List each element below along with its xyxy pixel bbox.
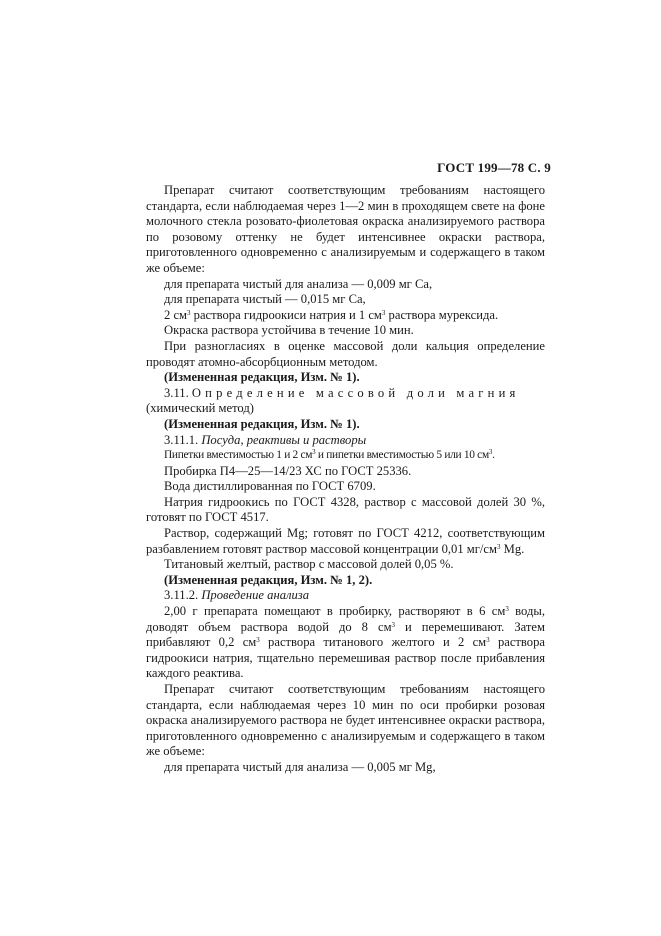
paragraph-ca-pure-grade: для препарата чистый — 0,015 мг Ca, [164,292,366,307]
paragraph-revision-note-2: (Измененная редакция, Изм. № 1). [164,416,360,431]
paragraph-revision-note-1: (Измененная редакция, Изм. № 1). [164,370,360,385]
paragraph-distilled-water: Вода дистиллированная по ГОСТ 6709. [164,479,376,494]
paragraph-pipettes: Пипетки вместимостью 1 и 2 $см^3$ и пипетки вместимостью 5 или 10 $см^3$. [164,448,495,462]
paragraph-mg-solution: Раствор, содержащий Mg; готовят по ГОСТ 4212, соответствующим разбавлением готовят раствор массовой концентрации 0,01 $мг/см^3$ Mg. [146,526,545,556]
page-header: ГОСТ 199—78 С. 9 [437,160,551,175]
paragraph-reagent-volumes: 2 $см^3$ раствора гидроокиси натрия и 1 $см^3$ раствора мурексида. [164,307,499,322]
paragraph-requirement-magnesium: Препарат считают соответствующим требованиям настоящего стандарта, если наблюдаемая через 10 мин по оси пробирки розовая окраска анализируемого раствора не будет интенсивнее окраски раствора, приготовленного одновременно с анализируемым и содержащего в таком же объеме: [146,682,545,759]
section-heading-3-11: 3.11. Определение массовой доли магния [164,385,520,400]
paragraph-revision-note-3: (Измененная редакция, Изм. № 1, 2). [164,572,373,587]
paragraph-sodium-hydroxide: Натрия гидроокись по ГОСТ 4328, раствор с массовой долей 30 %, готовят по ГОСТ 4517. [146,494,545,525]
paragraph-procedure: 2,00 г препарата помещают в пробирку, растворяют в 6 $см^3$ воды, доводят объем раствора водой до 8 $см^3$ и перемешивают. Затем прибавляют 0,2 $см^3$ раствора титанового желтого и 2 $см^3$ раствора гидроокиси натрия, тщательно перемешивая раствор после прибавления каждого реактива. [146,604,545,681]
paragraph-titan-yellow: Титановый желтый, раствор с массовой долей 0,05 %. [164,557,454,572]
paragraph-dispute-method: При разногласиях в оценке массовой доли кальция определение проводят атомно-абсорбционным методом. [146,338,545,369]
section-heading-3-11-1: 3.11.1. Посуда, реактивы и растворы [164,432,367,447]
paragraph-requirement-calcium: Препарат считают соответствующим требованиям настоящего стандарта, если наблюдаемая через 1—2 мин в проходящем свете на фоне молочного стекла розовато-фиолетовая окраска анализируемого раствора по розовому оттенку не будет интенсивнее окраски раствора, приготовленного одновременно с анализируемым и содержащего в таком же объеме: [146,183,545,275]
document-body [146,183,545,776]
paragraph-ca-analysis-grade: для препарата чистый для анализа — 0,009 мг Ca, [164,276,433,291]
paragraph-test-tube: Пробирка П4—25—14/23 ХС по ГОСТ 25336. [164,463,412,478]
paragraph-mg-analysis-grade: для препарата чистый для анализа — 0,005 мг Mg, [164,759,436,774]
section-heading-3-11-2: 3.11.2. Проведение анализа [164,588,309,603]
section-heading-3-11-subtitle: (химический метод) [146,401,254,416]
paragraph-color-stability: Окраска раствора устойчива в течение 10 мин. [164,323,414,338]
